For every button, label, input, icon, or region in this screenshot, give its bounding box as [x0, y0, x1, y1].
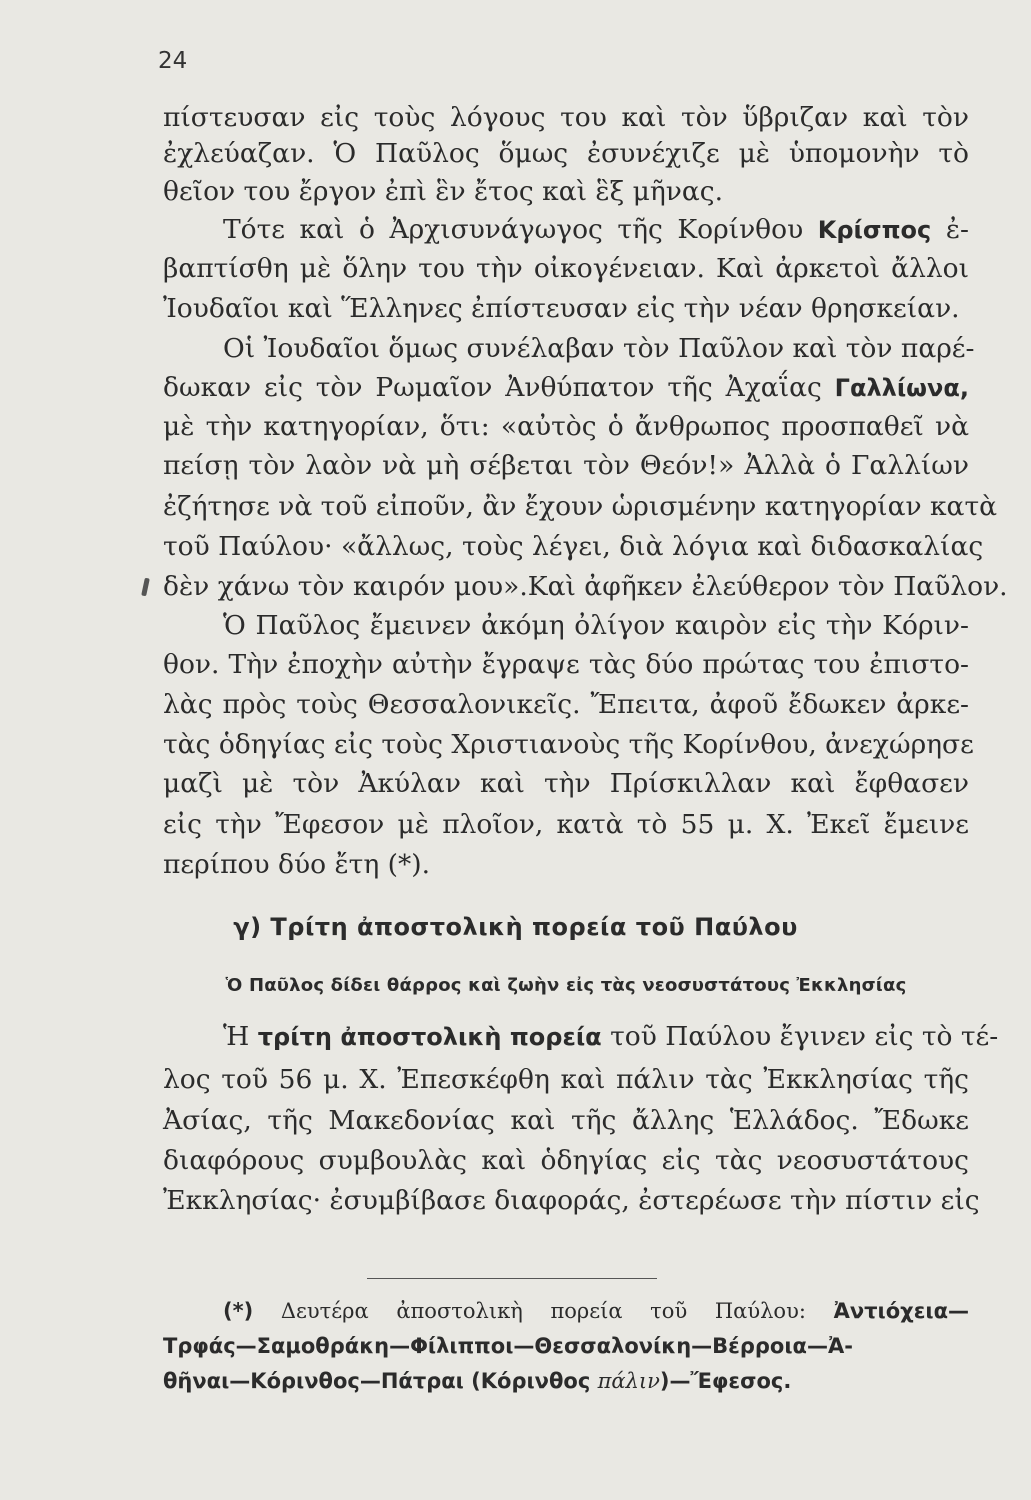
- text: πάλιν: [597, 1369, 660, 1393]
- text: Τότε καὶ ὁ Ἀρχισυνάγωγος τῆς Κορίνθου: [223, 214, 818, 245]
- paragraph-line: Ὁ Παῦλος ἔμεινεν ἀκόμη ὀλίγον καιρὸν εἰς τὴν Κόριν-: [223, 610, 969, 641]
- text: θῆναι—Κόρινθος—Πάτραι (Κόρινθος: [163, 1369, 598, 1393]
- paragraph-line: Ἰουδαῖοι καὶ Ἕλληνες ἐπίστευσαν εἰς τὴν νέαν θρησκείαν.: [163, 293, 960, 324]
- paragraph-line: βαπτίσθη μὲ ὅλην του τὴν οἰκογένειαν. Καὶ ἀρκετοὶ ἄλλοι: [163, 253, 969, 284]
- text: )—Ἔφεσος.: [659, 1369, 792, 1393]
- paragraph-line: πείσῃ τὸν λαὸν νὰ μὴ σέβεται τὸν Θεόν!» Ἀλλὰ ὁ Γαλλίων: [163, 450, 969, 481]
- paragraph-line: τοῦ Παύλου· «ἄλλως, τοὺς λέγει, διὰ λόγια καὶ διδασκαλίας: [163, 531, 984, 562]
- paragraph-line: [223, 213, 969, 247]
- bold-name: Γαλλίωνα,: [834, 374, 969, 402]
- margin-mark: [141, 578, 150, 597]
- body-line: ἐχλεύαζαν. Ὁ Παῦλος ὅμως ἐσυνέχιζε μὲ ὑπομονὴν τὸ: [163, 138, 969, 169]
- text: Ἡ: [223, 1021, 258, 1052]
- paragraph-line: Οἱ Ἰουδαῖοι ὅμως συνέλαβαν τὸν Παῦλον καὶ τὸν παρέ-: [223, 333, 975, 364]
- text: ἐ-: [931, 214, 969, 245]
- paragraph-line: Ἐκκλησίας· ἐσυμβίβασε διαφοράς, ἐστερέωσε τὴν πίστιν εἰς: [163, 1185, 980, 1216]
- paragraph-line: τὰς ὁδηγίας εἰς τοὺς Χριστιανοὺς τῆς Κορίνθου, ἀνεχώρησε: [163, 729, 974, 760]
- text: Ἀντιόχεια—: [833, 1299, 969, 1323]
- paragraph-line: περίπου δύο ἔτη (*).: [163, 849, 430, 880]
- paragraph-line: διαφόρους συμβουλὰς καὶ ὁδηγίας εἰς τὰς νεοσυστάτους: [163, 1145, 969, 1176]
- paragraph-line: λὰς πρὸς τοὺς Θεσσαλονικεῖς. Ἔπειτα, ἀφοῦ ἔδωκεν ἀρκε-: [163, 689, 969, 720]
- text: δωκαν εἰς τὸν Ρωμαῖον Ἀνθύπατον τῆς Ἀχαΐας: [163, 372, 835, 403]
- paragraph-line: εἰς τὴν Ἔφεσον μὲ πλοῖον, κατὰ τὸ 55 μ. Χ. Ἐκεῖ ἔμεινε: [163, 809, 969, 840]
- section-heading: γ) Τρίτη ἀποστολικὴ πορεία τοῦ Παύλου: [233, 913, 798, 941]
- paragraph-line: θον. Τὴν ἐποχὴν αὐτὴν ἔγραψε τὰς δύο πρώτας του ἐπιστο-: [163, 649, 969, 680]
- paragraph-line: λος τοῦ 56 μ. Χ. Ἐπεσκέφθη καὶ πάλιν τὰς Ἐκκλησίας τῆς: [163, 1064, 969, 1095]
- footnote-divider: [367, 1278, 657, 1279]
- text: τοῦ Παύλου ἔγινεν εἰς τὸ τέ-: [601, 1021, 999, 1052]
- paragraph-line: [163, 371, 969, 405]
- bold-phrase: τρίτη ἀποστολικὴ πορεία: [257, 1023, 602, 1051]
- bold-name: Κρίσπος: [817, 216, 932, 244]
- footnote-marker: (*): [223, 1299, 254, 1323]
- paragraph-line: Ἀσίας, τῆς Μακεδονίας καὶ τῆς ἄλλης Ἑλλάδος. Ἔδωκε: [163, 1105, 969, 1136]
- paragraph-line: μαζὶ μὲ τὸν Ἀκύλαν καὶ τὴν Πρίσκιλλαν καὶ ἔφθασεν: [163, 768, 969, 799]
- footnote-line: Τρφάς—Σαμοθράκη—Φίλιπποι—Θεσσαλονίκη—Βέρροια—Ἀ-: [163, 1334, 853, 1358]
- section-subheading: Ὁ Παῦλος δίδει θάρρος καὶ ζωὴν εἰς τὰς νεοσυστάτους Ἐκκλησίας: [225, 975, 907, 996]
- page-number: 24: [158, 48, 188, 74]
- paragraph-line: δὲν χάνω τὸν καιρόν μου».Καὶ ἀφῆκεν ἐλεύθερον τὸν Παῦλον.: [163, 571, 1008, 602]
- paragraph-line: [223, 1020, 999, 1054]
- footnote-line: [223, 1294, 969, 1328]
- body-line: θεῖον του ἔργον ἐπὶ ἓν ἔτος καὶ ἓξ μῆνας.: [163, 176, 724, 207]
- paragraph-line: ἐζήτησε νὰ τοῦ εἰποῦν, ἂν ἔχουν ὡρισμένην κατηγορίαν κατὰ: [163, 491, 998, 522]
- body-line: πίστευσαν εἰς τοὺς λόγους του καὶ τὸν ὕβριζαν καὶ τὸν: [163, 102, 969, 133]
- paragraph-line: μὲ τὴν κατηγορίαν, ὅτι: «αὐτὸς ὁ ἄνθρωπος προσπαθεῖ νὰ: [163, 411, 969, 442]
- text: Δευτέρα ἀποστολικὴ πορεία τοῦ Παύλου:: [253, 1299, 834, 1323]
- footnote-line: [163, 1364, 969, 1398]
